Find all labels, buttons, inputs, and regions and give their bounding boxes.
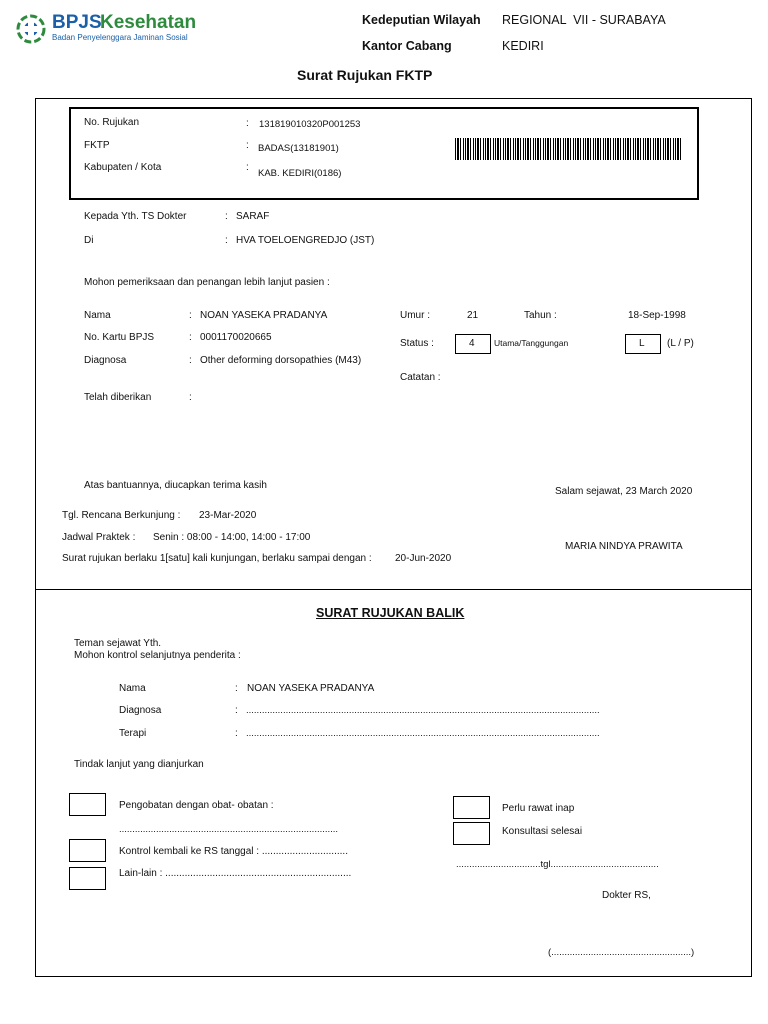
dokter-rs-label: Dokter RS,	[602, 890, 651, 901]
signature-line: (.....................................................)	[548, 947, 695, 958]
tahun-value: 18-Sep-1998	[628, 310, 686, 321]
balik-diagnosa-colon: :	[235, 705, 238, 716]
salam-text: Salam sejawat, 23 March 2020	[555, 486, 693, 497]
section-divider	[35, 589, 752, 590]
bpjs-logo	[16, 12, 196, 46]
gender-desc: (L / P)	[667, 338, 694, 349]
berlaku-value: 20-Jun-2020	[395, 553, 452, 564]
kepada-label: Kepada Yth. TS Dokter	[84, 211, 187, 222]
kepada-value: SARAF	[236, 211, 270, 222]
rawat-label: Perlu rawat inap	[502, 803, 575, 814]
telah-colon: :	[189, 392, 192, 403]
balik-title: SURAT RUJUKAN BALIK	[316, 606, 465, 620]
kabupaten-value: KAB. KEDIRI(0186)	[258, 168, 342, 179]
di-colon: :	[225, 235, 228, 246]
kantor-label: Kantor Cabang	[362, 39, 452, 53]
status-value: 4	[469, 338, 475, 349]
rencana-value: 23-Mar-2020	[199, 510, 257, 521]
balik-nama-label: Nama	[119, 683, 146, 694]
rencana-label: Tgl. Rencana Berkunjung :	[62, 510, 181, 521]
kontrol-label: Kontrol kembali ke RS tanggal : ...............................	[119, 846, 348, 857]
dokter-name: MARIA NINDYA PRAWITA	[565, 541, 683, 552]
balik-diagnosa-dots: ......................................................................................................................................	[246, 705, 600, 716]
kartu-label: No. Kartu BPJS	[84, 332, 155, 343]
lain-checkbox[interactable]	[69, 867, 106, 890]
tindak-text: Tindak lanjut yang dianjurkan	[74, 759, 204, 770]
kontrol-checkbox[interactable]	[69, 839, 106, 862]
balik-terapi-colon: :	[235, 728, 238, 739]
balik-diagnosa-label: Diagnosa	[119, 705, 162, 716]
tahun-label: Tahun :	[524, 310, 557, 321]
konsultasi-checkbox[interactable]	[453, 822, 490, 845]
diagnosa-label: Diagnosa	[84, 355, 127, 366]
fktp-colon: :	[246, 140, 249, 151]
di-label: Di	[84, 235, 94, 246]
nama-label: Nama	[84, 310, 111, 321]
no-rujukan-colon: :	[246, 118, 249, 129]
jadwal-value: Senin : 08:00 - 14:00, 14:00 - 17:00	[153, 532, 311, 543]
brand-kesehatan: Kesehatan	[100, 12, 197, 33]
diagnosa-colon: :	[189, 355, 192, 366]
fktp-label: FKTP	[84, 140, 110, 151]
barcode	[455, 138, 683, 160]
kartu-colon: :	[189, 332, 192, 343]
fktp-value: BADAS(13181901)	[258, 143, 339, 154]
no-rujukan-label: No. Rujukan	[84, 117, 140, 128]
status-desc: Utama/Tanggungan	[494, 338, 569, 348]
berlaku-text: Surat rujukan berlaku 1[satu] kali kunjungan, berlaku sampai dengan :	[62, 553, 372, 564]
jadwal-label: Jadwal Praktek :	[62, 532, 136, 543]
rawat-checkbox[interactable]	[453, 796, 490, 819]
balik-nama-value: NOAN YASEKA PRADANYA	[247, 683, 375, 694]
umur-value: 21	[467, 310, 479, 321]
kabupaten-label: Kabupaten / Kota	[84, 162, 162, 173]
obat-label: Pengobatan dengan obat- obatan :	[119, 800, 274, 811]
no-rujukan-value: 131819010320P001253	[259, 119, 361, 130]
umur-label: Umur :	[400, 310, 430, 321]
balik-terapi-dots: ......................................................................................................................................	[246, 728, 600, 739]
page-title: Surat Rujukan FKTP	[297, 67, 433, 83]
telah-label: Telah diberikan	[84, 392, 152, 403]
brand-bpjs: BPJS	[52, 12, 102, 33]
status-label: Status :	[400, 338, 434, 349]
kartu-value: 0001170020665	[200, 332, 272, 343]
lain-label: Lain-lain : ...................................................................	[119, 868, 352, 879]
bpjs-emblem-icon	[16, 14, 46, 44]
obat-checkbox[interactable]	[69, 793, 106, 816]
diagnosa-value: Other deforming dorsopathies (M43)	[200, 355, 362, 366]
terima-kasih-text: Atas bantuannya, diucapkan terima kasih	[84, 480, 267, 491]
mohon-kontrol-text: Mohon kontrol selanjutnya penderita :	[74, 650, 241, 661]
brand-subtitle: Badan Penyelenggara Jaminan Sosial	[52, 33, 188, 42]
tgl-line: ................................tgl.........................................	[456, 859, 659, 870]
nama-value: NOAN YASEKA PRADANYA	[200, 310, 328, 321]
balik-nama-colon: :	[235, 683, 238, 694]
mohon-text: Mohon pemeriksaan dan penangan lebih lanjut pasien :	[84, 277, 330, 288]
obat-dots: ...................................................................................	[119, 824, 339, 835]
teman-text: Teman sejawat Yth.	[74, 638, 162, 649]
balik-terapi-label: Terapi	[119, 728, 147, 739]
catatan-label: Catatan :	[400, 372, 441, 383]
kedeputian-value: REGIONAL VII - SURABAYA	[502, 13, 666, 27]
di-value: HVA TOELOENGREDJO (JST)	[236, 235, 375, 246]
kabupaten-colon: :	[246, 162, 249, 173]
kedeputian-label: Kedeputian Wilayah	[362, 13, 481, 27]
gender-value: L	[639, 338, 645, 349]
konsultasi-label: Konsultasi selesai	[502, 826, 583, 837]
nama-colon: :	[189, 310, 192, 321]
kantor-value: KEDIRI	[502, 39, 544, 53]
kepada-colon: :	[225, 211, 228, 222]
